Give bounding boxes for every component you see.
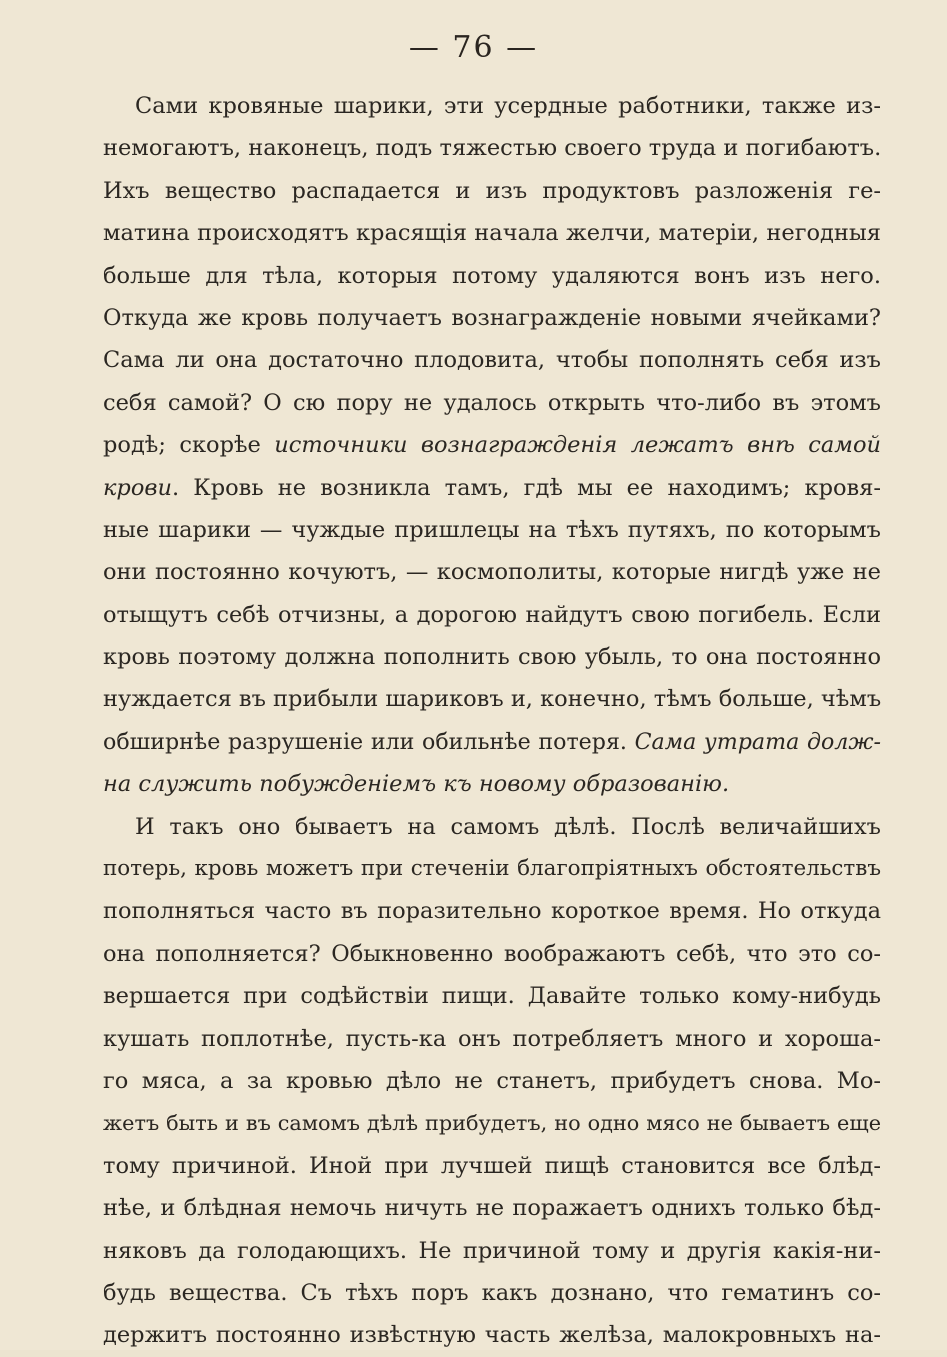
text-line [103,1187,881,1229]
text-line [103,509,881,551]
text-segment: Ихъ вещество распадается и изъ продуктовъ разложенія ге- [103,177,881,204]
text-line [103,255,881,297]
text-segment: вершается при содѣйствіи пищи. Давайте только кому-нибудь [103,983,881,1010]
italic-text: на служить побужденіемъ къ новому образованію. [103,771,730,798]
text-line [103,339,881,381]
text-line [103,763,881,805]
text-line [103,424,881,466]
text-segment: тому причиной. Иной при лучшей пищѣ становится все блѣд- [103,1152,881,1179]
text-segment: себя самой? О сю пору не удалось открыть что-либо въ этомъ [103,389,881,416]
text-segment: будь вещества. Съ тѣхъ поръ какъ дознано, что гематинъ со- [103,1279,881,1306]
text-line [103,1102,881,1144]
text-line [103,127,881,169]
text-line [103,678,881,720]
italic-text: источники вознагражденія лежатъ внѣ самой [274,432,881,459]
text-line [103,636,881,678]
text-segment: И такъ оно бываетъ на самомъ дѣлѣ. Послѣ величайшихъ [135,813,881,840]
text-segment: . Кровь не возникла тамъ, гдѣ мы ее находимъ; кровя- [171,474,881,501]
text-line [103,1314,881,1356]
text-segment: кровь поэтому должна пополнить свою убыль, то она постоянно [103,644,881,671]
text-segment: го мяса, а за кровью дѣло не станетъ, прибудетъ снова. Мо- [103,1067,881,1094]
text-segment: няковъ да голодающихъ. Не причиной тому и другія какія-ни- [103,1237,881,1264]
page-number: — 76 — [408,30,539,65]
text-segment: матина происходятъ красящія начала желчи, матеріи, негодныя [103,220,881,247]
text-segment: Сама ли она достаточно плодовита, чтобы пополнять себя изъ [103,347,881,374]
text-segment: кушать поплотнѣе, пусть-ка онъ потребляетъ много и хороша- [103,1025,881,1052]
text-line [103,551,881,593]
italic-text: крови [103,474,172,501]
text-line [103,975,881,1017]
text-line [103,297,881,339]
text-line [103,1145,881,1187]
text-line [103,721,881,763]
text-segment: она пополняется? Обыкновенно воображаютъ себѣ, что это со- [103,940,881,967]
text-line [103,1018,881,1060]
text-line [103,806,881,848]
text-segment: отыщутъ себѣ отчизны, а дорогою найдутъ свою погибель. Если [103,601,881,628]
text-line [103,467,881,509]
text-line [103,933,881,975]
text-segment: больше для тѣла, которыя потому удаляются вонъ изъ него. [103,262,881,289]
text-segment: потерь, кровь можетъ при стеченіи благопріятныхъ обстоятельствъ [103,856,881,882]
text-line [103,1060,881,1102]
text-line [103,85,881,127]
text-line [103,1230,881,1272]
text-line [103,594,881,636]
italic-text: Сама утрата долж- [634,728,881,755]
text-line [103,1272,881,1314]
text-line [103,890,881,932]
text-line [103,212,881,254]
text-line [103,382,881,424]
text-segment: ные шарики — чуждые пришлецы на тѣхъ путяхъ, по которымъ [103,516,881,543]
text-line [103,170,881,212]
text-segment: немогаютъ, наконецъ, подъ тяжестью своего труда и погибаютъ. [103,135,882,162]
text-segment: нуждается въ прибыли шариковъ и, конечно, тѣмъ больше, чѣмъ [103,686,882,713]
text-segment: обширнѣе разрушеніе или обильнѣе потеря. [103,728,635,755]
text-segment: жетъ быть и въ самомъ дѣлѣ прибудетъ, но одно мясо не бываетъ еще [103,1111,881,1136]
text-segment: Откуда же кровь получаетъ вознагражденіе новыми ячейками? [103,304,881,331]
text-segment: Сами кровяные шарики, эти усердные работники, также из- [135,93,881,119]
text-segment: пополняться часто въ поразительно короткое время. Но откуда [103,898,881,925]
text-segment: они постоянно кочуютъ, — космополиты, которые нигдѣ уже не [103,559,881,586]
text-segment: нѣе, и блѣдная немочь ничуть не поражаетъ однихъ только бѣд- [103,1195,881,1222]
text-segment: родѣ; скорѣе [103,432,275,459]
text-segment: держитъ постоянно извѣстную часть желѣза, малокровныхъ на- [103,1322,881,1349]
text-line [103,848,881,890]
body-text [103,85,881,1357]
